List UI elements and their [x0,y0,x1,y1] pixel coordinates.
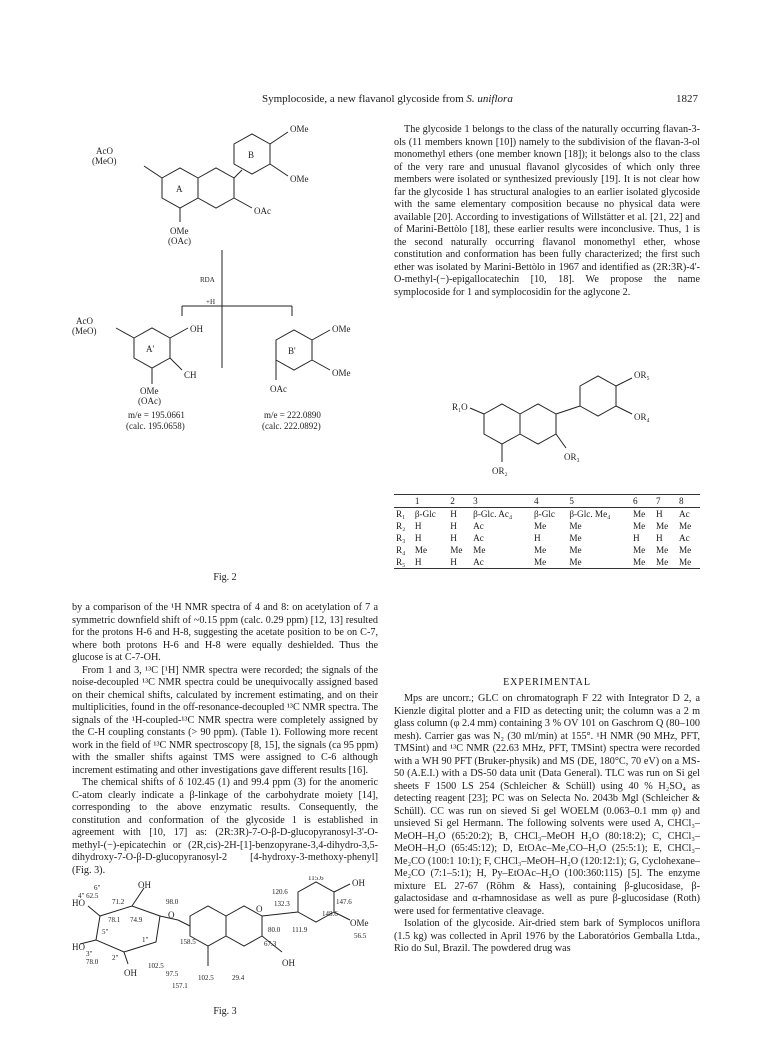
table-row [394,508,700,521]
fig3-ho-top: HO [72,898,85,908]
left-paragraph-3: The chemical shifts of δ 102.45 (1) and 99.4 ppm (3) for the anomeric C-atom clearly indicate a β-linkage of the carbohydrate moiety [14], corresponding to the above enzymatic results. Consequently, the constitution and conformation of the glycoside 1 is established in agreement with [10, 17] as: (2R:3R)-7-O-β-D-glucopyranosyl-3'-O-methyl-(−)-epicatechin or (2R,cis)-2H-[1]-benzopyrane-3,4-dihydro-3,5-dihydroxy-7-O-β-D-glucopyranosyl-2 [4-hydroxy-3-methoxy-phenyl] (Fig. 3). [72,777,378,876]
table-header-cell: 6 [633,496,638,506]
table-cell: Me [450,545,463,555]
table-cell: H [655,533,663,543]
fig2-top-left-sub-alt: (MeO) [92,156,117,166]
table-cell: Me [633,557,646,567]
table-cell: H [414,533,422,543]
fig3-shift-label: 1" [142,936,149,944]
fig2-oac: OAc [254,206,271,216]
table-header-cell: 3 [473,496,478,506]
table-row [394,556,700,569]
table-cell: Me [655,557,669,567]
fig3-o-ring: O [256,904,263,914]
fig2-mass-right-calc: (calc. 222.0892) [262,421,321,431]
figure-2-caption: Fig. 2 [213,572,237,583]
structure-or4: OR₄ [634,412,650,422]
structure-or3: OR₃ [564,452,580,462]
fig2-bottom-ome: OMe [170,226,189,236]
table-cell: β-Glc [533,509,555,519]
running-header [0,93,768,109]
table-cell: β-Glc. Ac₄ [473,509,513,519]
experimental-section [394,693,700,956]
table-cell: H [533,533,541,543]
experimental-heading: EXPERIMENTAL [503,677,591,688]
table-cell: Ac [473,533,484,543]
table-cell: Me [533,545,547,555]
fig3-shift-label: 71.2 [112,898,125,906]
right-paragraph-1: The glycoside 1 belongs to the class of the naturally occurring flavan-3-ols (11 members known [10]) namely to the subdivision of the flavan-3-ol monomethyl ethers (one member known [18]); it belongs also to the class of the very rare and unusual flavanol glycosides of which only three members were isolated or synthesized previously [19]. It is not clear how far the glycoside 1 has structural analogies to an earlier isolated glycoside with the same elementary composition because no physical data were available [20]. According to investigations of Willstätter et al. [21, 22] and of Marini-Bettòlo [18], these earlier results were inconclusive. Thus, 1 is the second naturally occurring flavanol monomethyl ether, whose constitution and conformation has been fully characterized; the first such ether was isolated by Marini-Bettòlo in 1967 and identified as (2R:3R)-4'-O-methyl-(−)-epigallocatechin [10, 18]. We propose the name symplocoside for 1 and symplocosidin for the aglycone 2. [394,124,700,298]
structure-or2: OR₂ [492,466,508,476]
table-cell: R₁ [396,509,406,519]
general-structure-diagram [394,366,700,492]
table-cell: H [450,557,457,567]
fig2-frag-ch: CH [184,370,197,380]
fig3-shift-label: 3" [86,950,93,958]
fig3-shift-label: 115.6 [308,876,324,882]
fig2-ring-b: B [248,150,255,160]
fig2-frag-ring-b: B' [288,346,296,356]
left-column [72,602,378,877]
table-cell: Me [678,521,692,531]
fig2-frag-left-sub-alt: (MeO) [72,326,97,336]
table-cell: Me [473,545,486,555]
table-cell: Me [633,545,646,555]
table-header-cell: 8 [678,496,684,506]
table-cell: R₄ [396,545,406,555]
table-cell: H [414,521,422,531]
fig3-oh-bottom: OH [124,968,137,978]
fig2-frag-ring-a: A' [146,344,155,354]
fig3-shift-labels [78,876,367,990]
table-cell: Me [655,521,669,531]
fig3-shift-label: 97.5 [166,970,179,978]
table-cell: Me [569,545,582,555]
fig3-oh-right: OH [352,878,365,888]
fig2-top-right-ome: OMe [290,124,309,134]
structure-or5: OR₅ [634,370,650,380]
fig3-shift-label: 158.5 [180,938,196,946]
fig2-top-left-sub: AcO [96,146,113,156]
table-cell: Me [678,557,692,567]
table-cell: β-Glc [414,509,436,519]
fig2-frag-left-sub: AcO [76,316,93,326]
fig2-ring-a: A [176,184,183,194]
fig3-shift-label: 56.5 [354,932,367,940]
fig2-mass-left-calc: (calc. 195.0658) [126,421,185,431]
table-cell: Me [569,521,582,531]
table-row [394,520,700,532]
table-cell: R₂ [396,521,406,531]
figure-3-diagram [72,876,378,1004]
table-cell: Ac [678,509,690,519]
fig3-shift-label: 29.4 [232,974,245,982]
fig3-shift-label: 148.6 [322,910,338,918]
fig2-rda: RDA [200,276,215,284]
table-cell: H [655,509,663,519]
table-cell: H [450,509,457,519]
table-cell: Me [533,521,547,531]
table-cell: H [414,557,422,567]
figure-2-diagram [72,118,378,478]
fig3-shift-label: 132.3 [274,900,290,908]
table-cell: Me [533,557,547,567]
fig3-oh-c2: OH [138,880,151,890]
left-paragraph-1: by a comparison of the ¹H NMR spectra of 4 and 8: on acetylation of 7 a symmetric downfield shift of ~0.15 ppm (calc. 0.29 ppm) [12, 13] resulted for the protons H-6 and H-8, suggesting the acetate position to be on C-7, where both protons H-6 and H-8 were equally deshielded. Thus the glucose is at C-7-OH. [72,602,378,663]
left-paragraph-2: From 1 and 3, ¹³C [¹H] NMR spectra were recorded; the signals of the noise-decoupled ¹³C NMR spectra could be unequivocally assigned based on their chemical shifts, calculated by increment estimating, and on their multiplicities, found in the off-resonance-decoupled ¹³C NMR spectra. The signals of the ¹H-coupled-¹³C NMR spectra were completely assigned by the C-H coupling constants (> 90 ppm). (Table 1). Following more recent work in the field of ¹³C NMR spectroscopy [8, 15], the signals (ca 95 ppm) with the smaller shifts against TMS were assigned to C-6 although increment estimating and other investigations gave different results [16]. [72,664,378,776]
table-cell: H [450,533,457,543]
table-cell: R₃ [396,533,406,543]
table-cell: Ac [473,521,484,531]
table-header-cell: 2 [450,496,455,506]
table-header-cell: 7 [655,496,661,506]
substituent-table [394,494,700,569]
page-number: 1827 [676,93,698,105]
fig2-frag-right-ome2: OMe [332,368,351,378]
fig2-top-right-ome2: OMe [290,174,309,184]
figure-3-caption: Fig. 3 [213,1006,237,1017]
table-header-cell [394,495,413,508]
right-column-top [394,124,700,299]
fig3-shift-label: 6" [94,884,101,892]
table-cell: Me [414,545,428,555]
fig2-plus-h: +H [206,298,216,306]
table-cell: Me [569,533,582,543]
table-cell: Ac [678,533,690,543]
table-row [394,544,700,556]
experimental-paragraph-1: Mps are uncorr.; GLC on chromatograph F 22 with Integrator D 2, a Kienzle digital plotter and a FID as detecting unit; the column was a 2 m glass column (φ 2.4 mm) containing 3 % OV 101 on Gaschrom Q (80–100 mesh). Carrier gas was N₂ (30 ml/min) at 155°. ¹H NMR (90 MHz, PFT, TMSint) and ¹³C NMR (22.63 MHz, PFT, TMSint) spectra were recorded with a WH 90 PFT (Bruker-physik) and MS (DE, 180°C, 70 eV) on a MS-50 (A.E.I.) with a DS-50 data unit (Data General). TLC was run on Si gel sheets F 1500 LS 254 (Schleicher & Schüll) using 40 % H₂SO₄ as detecting reagent [23]; PC was on Selecta No. 2043b Mgl (Schleicher & Schüll). CC was run on sieved Si gel WOELM (0.063–0.1 mm φ) and unsieved Si gel Hermann. The following solvents were used A, CHCl₃–MeOH–H₂O (65:20:2); B, CHCl₃–MeOH H₂O (80:18:2); C, CHCl₃–MeOH–H₂O (65:45:12); D, EtOAc–Me₂CO–H₂O (25:5:1); E, CHCl₃–Me₂CO (100:1 10:1); F, CHCl₃–MeOH–H₂O (120:12:1); G, Cyclohexane–Me₂CO (7:1–5:1); H, Py–EtOAc–H₂O (100:360:115) [5]. The enzyme mixture EL 27-67 (Röhm & Hass), containing β-glucosidase, β-galactosidase and α-rhamnosidase as well as pure β-glucosidase (Roth) were used for fermentative cleavage. [394,693,700,917]
fig3-ome-right: OMe [350,918,369,928]
table-cell: Me [655,545,669,555]
fig3-shift-label: 4" 62.5 [78,892,99,900]
table-header-cell: 5 [569,496,574,506]
fig2-mass-right: m/e = 222.0890 [264,410,321,420]
fig3-shift-label: 102.5 [198,974,214,982]
table-cell: Me [633,521,646,531]
table-cell: R₅ [396,557,406,567]
fig3-shift-label: 5" [102,928,109,936]
fig3-ho-left: HO [72,942,85,952]
fig3-o-link: O [168,910,175,920]
fig2-frag-bottom-oac: (OAc) [138,396,161,406]
structure-r1o: R₁O [452,402,468,412]
fig2-mass-left: m/e = 195.0661 [128,410,185,420]
table-cell: β-Glc. Me₄ [569,509,611,519]
table-header-cell: 1 [414,496,420,506]
table-cell: H [450,521,457,531]
fig3-shift-label: 67.3 [264,940,277,948]
table-row [394,532,700,544]
fig2-frag-right-ome: OMe [332,324,351,334]
fig3-shift-label: 98.0 [166,898,179,906]
table-cell: Me [569,557,582,567]
fig3-shift-label: 78.0 [86,958,99,966]
fig3-shift-label: 157.1 [172,982,188,990]
table-cell: Ac [473,557,484,567]
table-header-cell: 4 [533,496,539,506]
table-header-row [394,495,700,508]
fig3-shift-label: 102.5 [148,962,164,970]
table-cell: H [633,533,640,543]
fig3-shift-label: 78.1 [108,916,121,924]
fig2-frag-right-oac: OAc [270,384,287,394]
fig3-oh-c3: OH [282,958,295,968]
fig3-shift-label: 147.6 [336,898,352,906]
table-cell: Me [678,545,692,555]
running-title-species: S. uniflora [466,93,513,105]
fig3-shift-label: 111.9 [292,926,308,934]
running-title: Symplocoside, a new flavanol glycoside from S. uniflora [262,93,513,105]
experimental-paragraph-2: Isolation of the glycoside. Air-dried stem bark of Symplocos uniflora (1.5 kg) was collected in April 1976 by the Laboratórios Gemballa Ltda., Rio do Sul, Brazil. The powdered drug was [394,918,700,954]
fig3-shift-label: 120.6 [272,888,288,896]
fig2-bottom-oac: (OAc) [168,236,191,246]
fig3-shift-label: 80.0 [268,926,281,934]
fig2-frag-left-oh: OH [190,324,203,334]
fig3-shift-label: 74.9 [130,916,143,924]
table-cell: Me [633,509,646,519]
fig3-shift-label: 2" [112,954,119,962]
fig2-frag-bottom-ome: OMe [140,386,159,396]
